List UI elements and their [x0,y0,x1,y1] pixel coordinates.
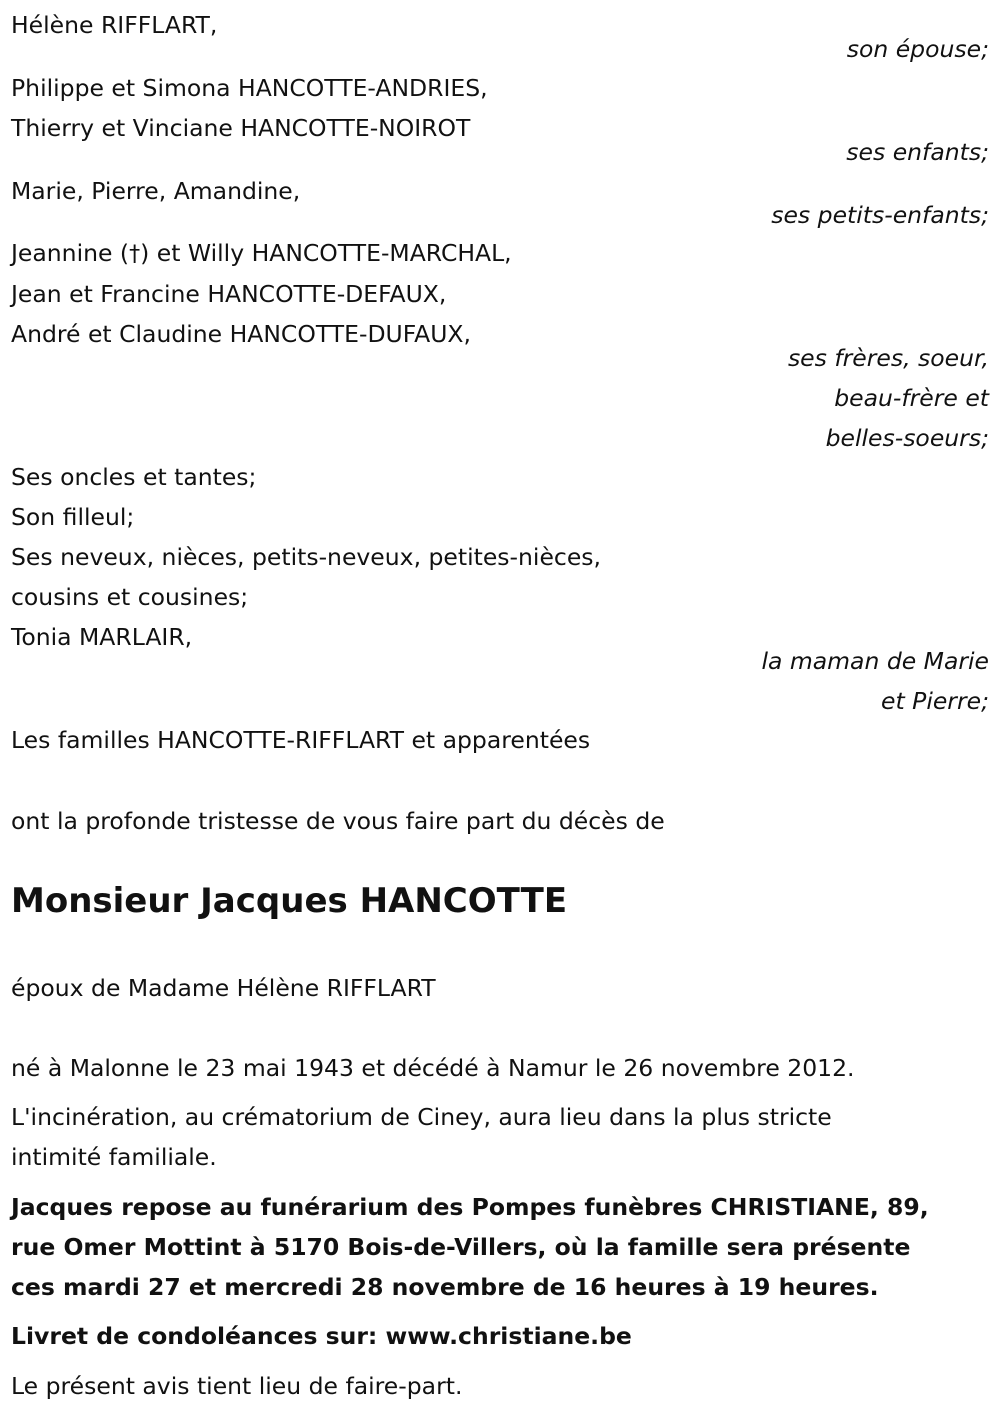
families-line: Les familles HANCOTTE-RIFFLART et apparentées [11,726,591,754]
spouse-name: Hélène RIFFLART, [11,11,218,39]
obituary-notice [11,0,989,1421]
relative-line: Ses oncles et tantes; [11,463,257,491]
spouse-of: époux de Madame Hélène RIFFLART [11,974,436,1002]
relative-role: et Pierre; [881,687,989,715]
cremation-line: intimité familiale. [11,1143,217,1171]
siblings-role: beau-frère et [834,384,989,412]
spouse-role: son épouse; [846,35,989,63]
sibling-line: André et Claudine HANCOTTE-DUFAUX, [11,320,471,348]
sibling-line-start: Jeannine ( [11,239,130,267]
closing-line: Le présent avis tient lieu de faire-part. [11,1372,463,1400]
visitation-line: ces mardi 27 et mercredi 28 novembre de 16 heures à 19 heures. [11,1273,879,1301]
visitation-line: Jacques repose au funérarium des Pompes funèbres CHRISTIANE, 89, [11,1193,929,1221]
relative-role: la maman de Marie [761,647,989,675]
children-role: ses enfants; [846,138,989,166]
birth-death: né à Malonne le 23 mai 1943 et décédé à Namur le 26 novembre 2012. [11,1054,855,1082]
relative-line: Tonia MARLAIR, [11,623,193,651]
siblings-role: belles-soeurs; [825,424,989,452]
cremation-line: L'incinération, au crématorium de Ciney, aura lieu dans la plus stricte [11,1103,832,1131]
relative-line: Ses neveux, nièces, petits-neveux, petites-nièces, [11,543,601,571]
child-line: Philippe et Simona HANCOTTE-ANDRIES, [11,74,488,102]
relative-line: cousins et cousines; [11,583,249,611]
sibling-line-end: ) et Willy HANCOTTE-MARCHAL, [140,239,512,267]
deceased-name: Monsieur Jacques HANCOTTE [11,881,568,921]
child-line: Thierry et Vinciane HANCOTTE-NOIROT [11,114,471,142]
condolences-line: Livret de condoléances sur: www.christiane.be [11,1322,632,1350]
relative-line: Son filleul; [11,503,135,531]
sibling-line [11,233,512,273]
announcement: ont la profonde tristesse de vous faire part du décès de [11,807,665,835]
sibling-line: Jean et Francine HANCOTTE-DEFAUX, [11,280,447,308]
grandchildren-role: ses petits-enfants; [771,201,989,229]
siblings-role: ses frères, soeur, [787,344,989,372]
cross-icon: † [129,242,141,267]
visitation-line: rue Omer Mottint à 5170 Bois-de-Villers, où la famille sera présente [11,1233,911,1261]
grandchildren-names: Marie, Pierre, Amandine, [11,177,301,205]
